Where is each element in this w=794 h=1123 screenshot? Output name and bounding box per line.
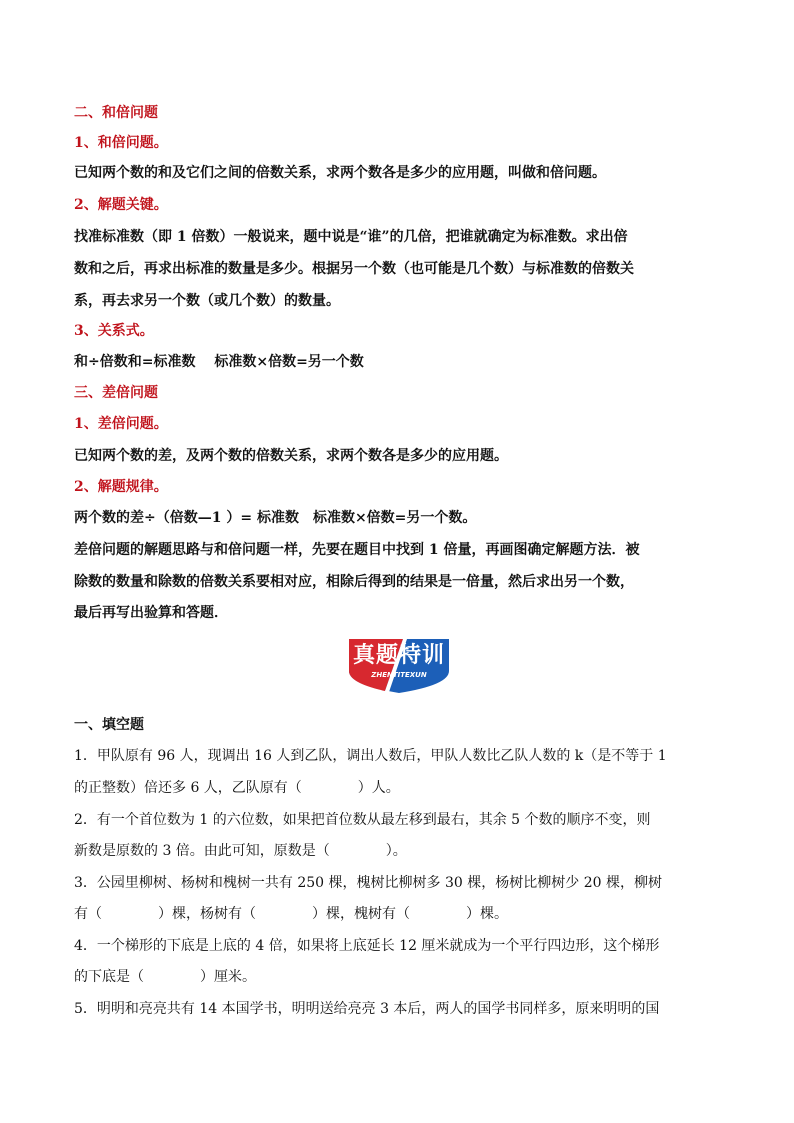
- subheading-relation-formula: 3、关系式。: [74, 323, 154, 339]
- paragraph-solution-approach-line-3: 最后再写出验算和答题．: [74, 605, 228, 621]
- subheading-sum-multiple-definition: 1、和倍问题。: [74, 135, 168, 151]
- paragraph-solution-approach-line-1: 差倍问题的解题思路与和倍问题一样，先要在题目中找到 1 倍量，再画图确定解题方法．被: [74, 542, 640, 558]
- formula-difference-multiple: 两个数的差÷（倍数—1 ）= 标准数 标准数×倍数=另一个数。: [74, 510, 477, 526]
- subheading-solution-rule: 2、解题规律。: [74, 479, 168, 495]
- subheading-difference-multiple-definition: 1、差倍问题。: [74, 416, 168, 432]
- paragraph-solution-key-line-1: 找准标准数（即 1 倍数）一般说来，题中说是“谁”的几倍，把谁就确定为标准数。求出倍: [74, 229, 628, 245]
- question-4-line-2: 的下底是（ ）厘米。: [74, 969, 256, 985]
- formula-sum-multiple: 和÷倍数和=标准数 标准数×倍数=另一个数: [74, 354, 364, 370]
- paragraph-solution-key-line-3: 系，再去求另一个数（或几个数）的数量。: [74, 293, 340, 309]
- section-heading-sum-multiple: 二、和倍问题: [74, 105, 158, 121]
- question-1-line-1: 1．甲队原有 96 人，现调出 16 人到乙队，调出人数后，甲队人数比乙队人数的 k（是不等于 1: [74, 748, 667, 764]
- exercise-section-heading: 一、填空题: [74, 717, 144, 733]
- paragraph-difference-multiple-definition: 已知两个数的差，及两个数的倍数关系，求两个数各是多少的应用题。: [74, 448, 508, 464]
- paragraph-solution-approach-line-2: 除数的数量和除数的倍数关系要相对应，相除后得到的结果是一倍量，然后求出另一个数，: [74, 574, 634, 590]
- subheading-solution-key: 2、解题关键。: [74, 197, 168, 213]
- question-3-line-2: 有（ ）棵，杨树有（ ）棵，槐树有（ ）棵。: [74, 906, 508, 922]
- logo-title: 真题特训: [352, 643, 445, 668]
- paragraph-solution-key-line-2: 数和之后，再求出标准的数量是多少。根据另一个数（也可能是几个数）与标准数的倍数关: [74, 261, 634, 277]
- logo-subtitle: ZHENTITEXUN: [371, 671, 427, 679]
- question-2-line-1: 2．有一个首位数为 1 的六位数，如果把首位数从最左移到最右，其余 5 个数的顺序不变，则: [74, 812, 651, 828]
- question-4-line-1: 4．一个梯形的下底是上底的 4 倍，如果将上底延长 12 厘米就成为一个平行四边形，这个梯形: [74, 938, 660, 954]
- question-2-line-2: 新数是原数的 3 倍。由此可知，原数是（ ）。: [74, 843, 407, 859]
- logo-label: [345, 635, 453, 695]
- zhenti-texun-logo: [345, 635, 453, 695]
- question-3-line-1: 3．公园里柳树、杨树和槐树一共有 250 棵，槐树比柳树多 30 棵，杨树比柳树少 20 棵，柳树: [74, 875, 662, 891]
- section-heading-difference-multiple: 三、差倍问题: [74, 385, 158, 401]
- question-1-line-2: 的正整数）倍还多 6 人，乙队原有（ ）人。: [74, 780, 400, 796]
- paragraph-sum-multiple-definition: 已知两个数的和及它们之间的倍数关系，求两个数各是多少的应用题，叫做和倍问题。: [74, 165, 606, 181]
- question-5-line-1: 5．明明和亮亮共有 14 本国学书，明明送给亮亮 3 本后，两人的国学书同样多，原来明明的国: [74, 1001, 660, 1017]
